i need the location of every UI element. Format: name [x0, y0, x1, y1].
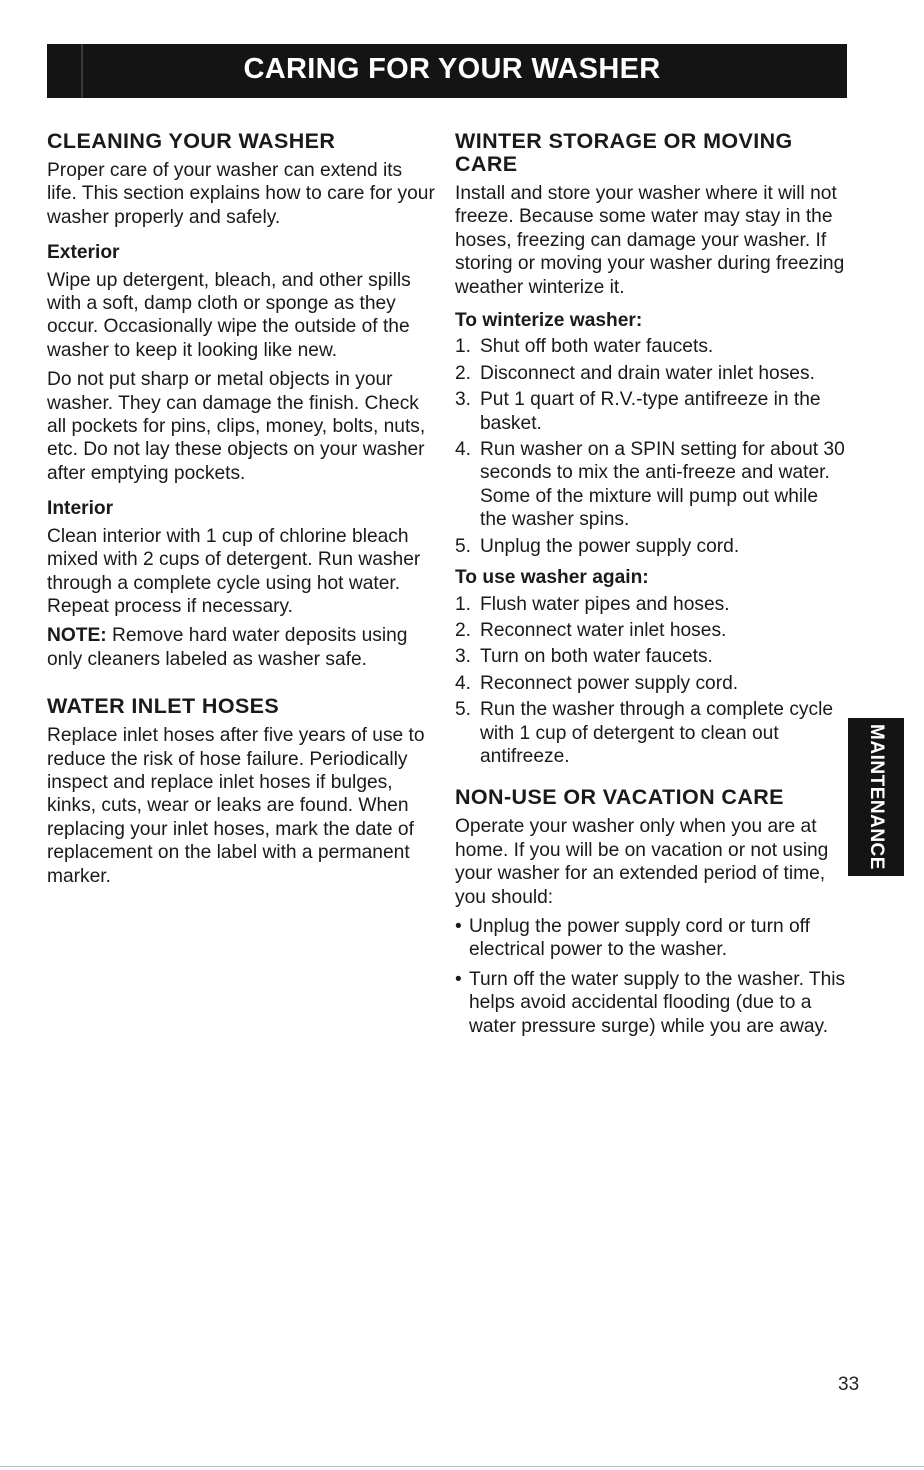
vacation-bullets — [455, 915, 847, 1038]
list-item: 4. Reconnect power supply cord. — [455, 672, 739, 694]
vacation-intro: Operate your washer only when you are at home. If you will be on vacation or not using your washer for an extended period of time, you should: — [455, 816, 829, 908]
list-item: • Unplug the power supply cord or turn off electrical power to the washer. — [455, 915, 810, 961]
page-number: 33 — [838, 1374, 860, 1395]
interior-heading: Interior — [47, 498, 114, 520]
list-item: 3. Put 1 quart of R.V.-type antifreeze in the basket. — [455, 389, 821, 434]
cleaning-heading: CLEANING YOUR WASHER — [47, 129, 336, 153]
inlet-hoses-heading: WATER INLET HOSES — [47, 694, 280, 719]
note-text: Remove hard water deposits using only cleaners labeled as washer safe. — [47, 625, 408, 670]
interior-paragraph: Clean interior with 1 cup of chlorine bleach mixed with 2 cups of detergent. Run washer through a complete cycle using hot water. Repeat process if necessary. — [47, 525, 421, 617]
vacation-heading: NON-USE OR VACATION CARE — [455, 785, 784, 810]
list-item: 1. Flush water pipes and hoses. — [455, 593, 730, 615]
list-item: • Turn off the water supply to the washer. This helps avoid accidental flooding (due to a water pressure surge) while you are away. — [455, 968, 846, 1037]
exterior-paragraph-2: Do not put sharp or metal objects in your washer. They can damage the finish. Check all pockets for pins, clips, money, bolts, nuts, etc. Do not lay these objects on your washer after emptying pockets. — [47, 369, 426, 484]
list-item: 2. Disconnect and drain water inlet hoses. — [455, 362, 815, 384]
inlet-hoses-paragraph: Replace inlet hoses after five years of use to reduce the risk of hose failure. Periodically inspect and replace inlet hoses if bulges, kinks, cuts, wear or leaks are found. When replacing your inlet hoses, mark the date of replacement on the label with a permanent marker. — [47, 725, 425, 887]
winter-heading: WINTER STORAGE OR MOVING CARE — [455, 129, 793, 176]
use-again-heading: To use washer again: — [455, 567, 649, 589]
list-item: 5. Run the washer through a complete cycle with 1 cup of detergent to clean out antifreeze. — [455, 699, 834, 767]
list-item: 5. Unplug the power supply cord. — [455, 535, 740, 557]
use-again-steps — [455, 593, 847, 769]
cleaning-intro: Proper care of your washer can extend its life. This section explains how to care for your washer properly and safely. — [47, 160, 435, 228]
left-column — [47, 130, 435, 888]
list-item: 4. Run washer on a SPIN setting for about 30 seconds to mix the anti-freeze and water. Some of the mixture will pump out while the washer spins. — [455, 439, 845, 531]
list-item: 3. Turn on both water faucets. — [455, 646, 713, 668]
page-title: CARING FOR YOUR WASHER — [243, 53, 661, 85]
bullet-icon: • — [455, 968, 462, 990]
side-tab-label: MAINTENANCE — [866, 724, 888, 870]
bullet-icon: • — [455, 915, 462, 937]
exterior-paragraph-1: Wipe up detergent, bleach, and other spills with a soft, damp cloth or sponge as they occur. Occasionally wipe the outside of the washer to keep it looking like new. — [47, 269, 411, 361]
list-item: 2. Reconnect water inlet hoses. — [455, 619, 727, 641]
winter-intro: Install and store your washer where it will not freeze. Because some water may stay in the hoses, freezing can damage your washer. If storing or moving your washer during freezing weather winterize it. — [455, 183, 845, 298]
bottom-rule — [0, 1466, 924, 1467]
winterize-heading: To winterize washer: — [455, 310, 643, 332]
interior-note — [47, 624, 435, 671]
note-label: NOTE: — [47, 625, 107, 647]
header-banner — [47, 44, 847, 98]
section-side-tab — [848, 718, 904, 876]
exterior-heading: Exterior — [47, 242, 120, 264]
list-item: 1. Shut off both water faucets. — [455, 336, 714, 358]
winterize-steps — [455, 335, 847, 558]
right-column — [455, 130, 847, 1038]
